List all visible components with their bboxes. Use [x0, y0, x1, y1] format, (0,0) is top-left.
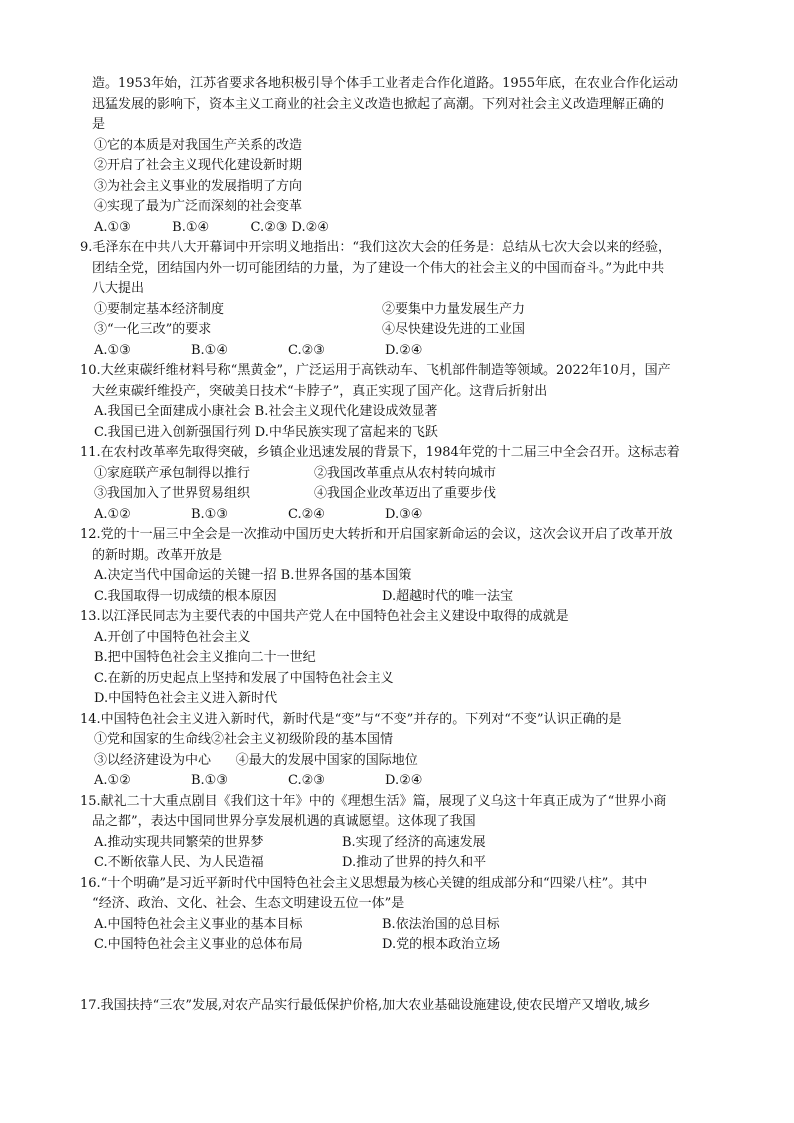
- question-text: 迅猛发展的影响下，资本主义工商业的社会主义改造也掀起了高潮。下列对社会主义改造理解正确的: [92, 96, 665, 112]
- option-b: B.依法治国的总目标: [382, 916, 500, 932]
- option-c: C.中国特色社会主义事业的总体布局: [94, 937, 303, 952]
- question-15: [80, 792, 732, 874]
- blank-gap: [92, 956, 732, 996]
- question-8: [92, 74, 732, 238]
- option-a: A.开创了中国特色社会主义: [94, 629, 251, 645]
- question-13: [80, 607, 732, 710]
- question-text: 16.“十个明确”是习近平新时代中国特色社会主义思想最为核心关键的组成部分和“四梁八柱”。其中: [80, 875, 648, 891]
- option-b: B.把中国特色社会主义推向二十一世纪: [94, 650, 316, 665]
- question-text: 11.在农村改革率先取得突破，乡镇企业迅速发展的背景下，1984年党的十二届三中全会召开。这标志着: [80, 445, 680, 460]
- option-d: D.中国特色社会主义进入新时代: [94, 691, 278, 706]
- option-b: B.①③: [191, 773, 228, 788]
- option-c: C.我国取得一切成绩的根本原因: [94, 588, 277, 604]
- statement-item: ①它的本质是对我国生产关系的改造: [94, 137, 303, 153]
- option-d: D.③④: [385, 506, 423, 522]
- statement-item: ④实现了最为广泛而深刻的社会变革: [94, 199, 303, 214]
- question-9: [80, 238, 732, 361]
- question-text: 品之都”，表达中国同世界分享发展机遇的真诚愿望。这体现了我国: [92, 814, 476, 829]
- option-d: D.超越时代的唯一法宝: [382, 588, 514, 604]
- option-c: C.②④: [288, 506, 325, 522]
- option-d: D.②④: [385, 773, 423, 788]
- option-b: B.①④: [191, 342, 228, 358]
- question-text: 大丝束碳纤维投产，突破美日技术“卡脖子”，真正实现了国产化。这背后折射出: [92, 383, 548, 399]
- statement-item: ①家庭联产承包制得以推行: [94, 465, 251, 481]
- question-16: [80, 874, 732, 956]
- exam-page: [80, 74, 732, 1016]
- option-c: C.不断依靠人民、为人民造福: [94, 855, 264, 870]
- question-11: [80, 443, 732, 525]
- question-text: 是: [92, 117, 106, 132]
- question-text: “经济、政治、文化、社会、生态文明建设五位一体”是: [92, 896, 405, 911]
- statement-items: ①党和国家的生命线②社会主义初级阶段的基本国情: [94, 732, 394, 747]
- statement-item: ③“一化三改”的要求: [94, 322, 212, 337]
- option-a: A.①②: [94, 773, 131, 788]
- question-text: 八大提出: [92, 281, 145, 296]
- answer-options: A.我国已全面建成小康社会 B.社会主义现代化建设成效显著: [94, 404, 438, 419]
- option-b: B.①③: [191, 506, 228, 522]
- question-text: 17.我国扶持“三农”发展,对农产品实行最低保护价格,加大农业基础设施建设,使农民增产又增收,城乡: [80, 997, 651, 1013]
- question-17: [80, 996, 732, 1017]
- option-c: C.②③: [288, 773, 325, 788]
- option-b: B.实现了经济的高速发展: [342, 834, 486, 850]
- question-text: 团结全党，团结国内外一切可能团结的力量，为了建设一个伟大的社会主义的中国而奋斗。”为此中共: [92, 260, 665, 276]
- statement-item: ③为社会主义事业的发展指明了方向: [94, 178, 303, 194]
- option-a: A.推动实现共同繁荣的世界梦: [94, 834, 264, 850]
- question-text: 15.献礼二十大重点剧目《我们这十年》中的《理想生活》篇，展现了义乌这十年真正成为了“世界小商: [80, 793, 667, 809]
- answer-options: A.①③ B.①④ C.②③ D.②④: [94, 219, 329, 235]
- option-a: A.中国特色社会主义事业的基本目标: [94, 916, 303, 932]
- option-d: D.党的根本政治立场: [382, 937, 501, 952]
- option-a: A.①②: [94, 506, 131, 522]
- question-10: [80, 361, 732, 443]
- statement-item: ①要制定基本经济制度: [94, 301, 225, 317]
- statement-item: ③我国加入了世界贸易组织: [94, 486, 251, 501]
- option-c: C.在新的历史起点上坚持和发展了中国特色社会主义: [94, 670, 394, 686]
- question-14: [80, 710, 732, 792]
- option-d: D.推动了世界的持久和平: [342, 855, 487, 870]
- statement-item: ②开启了社会主义现代化建设新时期: [94, 158, 303, 173]
- question-text: 12.党的十一届三中全会是一次推动中国历史大转折和开启国家新命运的会议，这次会议开启了改革开放: [80, 527, 673, 542]
- option-d: D.②④: [385, 342, 423, 358]
- statement-item: ④尽快建设先进的工业国: [382, 322, 526, 337]
- question-text: 10.大丝束碳纤维材料号称“黑黄金”，广泛运用于高铁动车、飞机部件制造等领域。2022年10月，国产: [80, 363, 671, 378]
- question-12: [80, 525, 732, 607]
- question-text: 9.毛泽东在中共八大开幕词中开宗明义地指出：“我们这次大会的任务是：总结从七次大会以来的经验，: [80, 240, 672, 255]
- option-c: C.②③: [288, 342, 325, 358]
- question-text: 13.以江泽民同志为主要代表的中国共产党人在中国特色社会主义建设中取得的成就是: [80, 609, 569, 624]
- question-text: 的新时期。改革开放是: [92, 547, 223, 563]
- question-text: 造。1953年始，江苏省要求各地积极引导个体手工业者走合作化道路。1955年底，在农业合作化运动: [92, 76, 679, 91]
- statement-item: ④我国企业改革迈出了重要步伐: [314, 486, 497, 501]
- answer-options: A.决定当代中国命运的关键一招 B.世界各国的基本国策: [94, 568, 412, 583]
- statement-item: ②我国改革重点从农村转向城市: [314, 465, 497, 481]
- statement-item: ②要集中力量发展生产力: [382, 301, 526, 317]
- statement-items: ③以经济建设为中心 ④最大的发展中国家的国际地位: [94, 752, 418, 768]
- answer-options: C.我国已进入创新强国行列 D.中华民族实现了富起来的飞跃: [94, 424, 438, 440]
- option-a: A.①③: [94, 342, 131, 358]
- question-text: 14.中国特色社会主义进入新时代，新时代是“变”与“不变”并存的。下列对“不变”认识正确的是: [80, 711, 622, 727]
